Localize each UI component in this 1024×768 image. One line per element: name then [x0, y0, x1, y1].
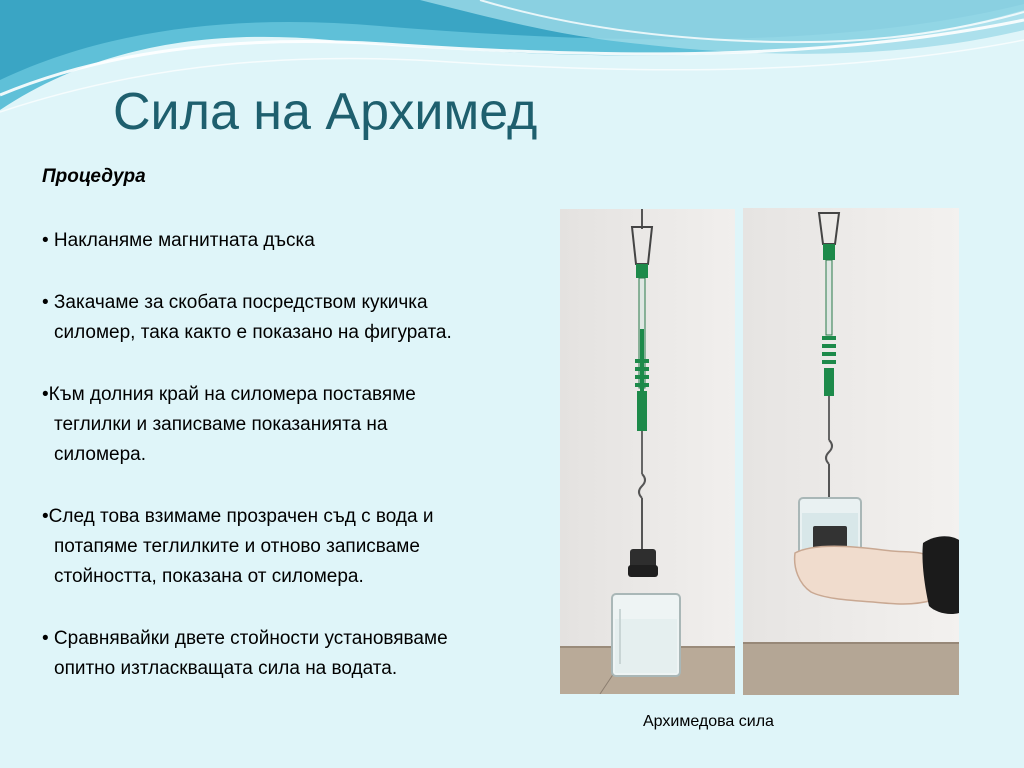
step-line: силомера. [54, 444, 147, 465]
photo-caption: Архимедова сила [643, 713, 774, 730]
step-line: •След това взимаме прозрачен съд с вода и [42, 506, 434, 527]
step-line: потапяме теглилките и отново записваме [54, 536, 420, 557]
step-line: теглилки и записваме показанията на [54, 414, 388, 435]
step-line: стойността, показана от силомера. [54, 566, 364, 587]
slide-title: Сила на Архимед [113, 83, 538, 141]
photo-weight-in-water [743, 208, 959, 695]
procedure-step [42, 624, 552, 684]
procedure-heading: Процедура [42, 166, 146, 187]
step-line: • Закачаме за скобата посредством кукичка [42, 292, 428, 313]
step-line: силомер, така както е показано на фигурата. [54, 322, 452, 343]
procedure-list [42, 226, 552, 716]
step-line: опитно изтласкващата сила на водата. [54, 658, 398, 679]
step-line: • Накланяме магнитната дъска [42, 230, 315, 251]
procedure-step [42, 226, 552, 256]
procedure-step [42, 502, 552, 592]
procedure-step [42, 380, 552, 470]
step-line: • Сравнявайки двете стойности установяваме [42, 628, 448, 649]
procedure-step [42, 288, 552, 348]
photo-weight-in-air [560, 209, 735, 694]
step-line: •Към долния край на силомера поставяме [42, 384, 416, 405]
